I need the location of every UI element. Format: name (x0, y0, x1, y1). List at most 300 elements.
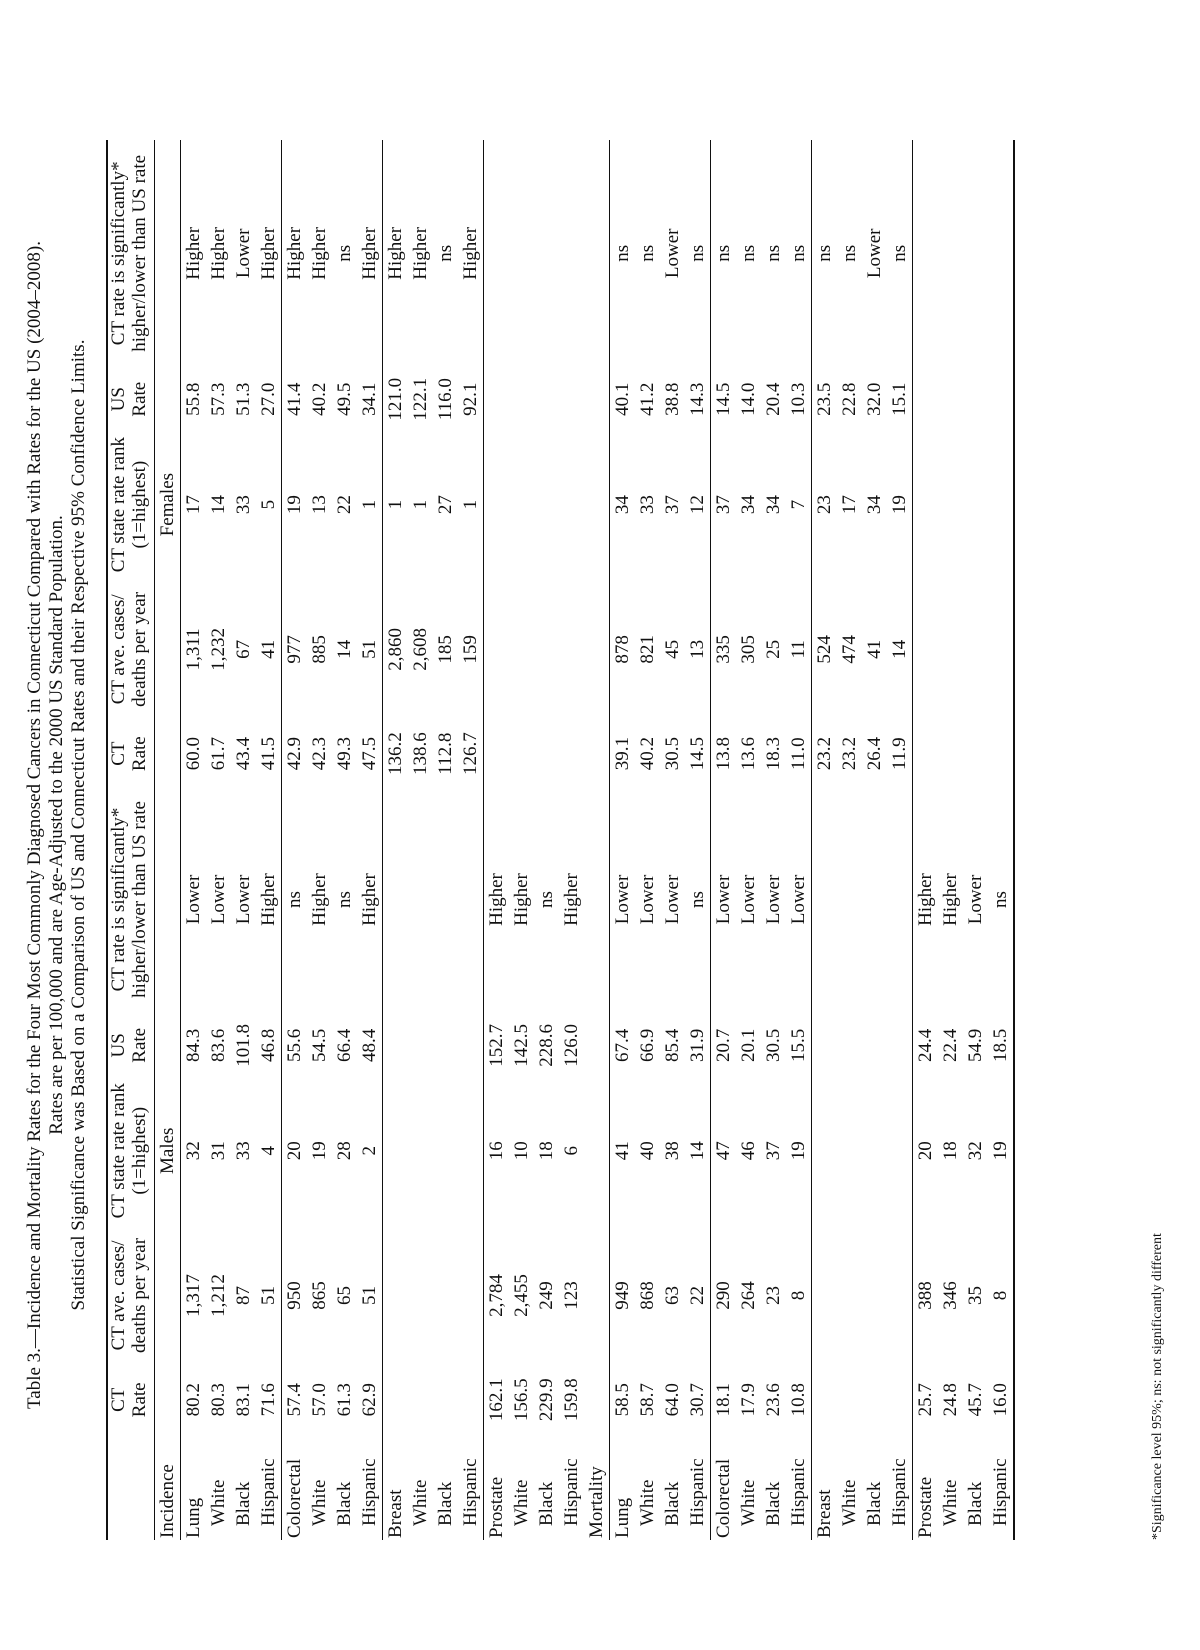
female-cases-cell: 1,311 (181, 578, 207, 722)
male-significance-cell (433, 786, 458, 1013)
rates-table (106, 140, 1015, 1540)
female-rank-cell: 37 (662, 495, 683, 515)
row-label: White (309, 1479, 330, 1526)
male-rank-cell (862, 1078, 887, 1224)
female-us-rate-cell (534, 367, 559, 432)
male-significance-cell (887, 786, 913, 1013)
female-significance-cell: ns (889, 244, 910, 262)
female-us-rate-cell: 41.4 (282, 367, 308, 432)
female-cases-cell: 335 (711, 578, 737, 722)
female-cases-cell: 2,608 (410, 627, 431, 671)
female-ct-rate-cell (509, 721, 534, 786)
row-label: White (511, 1479, 532, 1526)
table-row (736, 140, 761, 1540)
female-cases-cell: 41 (864, 639, 885, 659)
male-ct-rate-cell: 45.7 (965, 1383, 986, 1417)
male-ct-rate-cell: 229.9 (536, 1378, 557, 1422)
male-rank-cell (433, 1078, 458, 1224)
header-sig-f: CT rate is significantly* higher/lower than US rate (108, 154, 150, 352)
male-rank-cell (887, 1078, 913, 1224)
male-ct-rate-cell: 10.8 (788, 1383, 809, 1417)
female-cases-cell (988, 578, 1014, 722)
female-ct-rate-cell: 23.2 (839, 737, 860, 771)
header-rank-m: CT state rate rank (1=highest) (108, 1083, 150, 1219)
table-row (812, 140, 838, 1540)
female-significance-cell: ns (435, 244, 456, 262)
header-blank (107, 1432, 155, 1540)
table-row (458, 140, 484, 1540)
female-rank-cell: 34 (763, 495, 784, 515)
row-label: Prostate (484, 1432, 510, 1540)
male-significance-cell: Lower (788, 874, 809, 925)
male-significance-cell: ns (282, 786, 308, 1013)
male-cases-cell: 8 (990, 1290, 1011, 1301)
male-significance-cell: Higher (484, 786, 510, 1013)
female-us-rate-cell: 40.1 (610, 367, 636, 432)
female-cases-cell: 25 (763, 639, 784, 659)
table-row (685, 140, 711, 1540)
male-significance-cell: Lower (738, 874, 759, 925)
male-ct-rate-cell: 24.8 (940, 1383, 961, 1417)
male-significance-cell: Lower (233, 874, 254, 925)
section-row (155, 140, 181, 1540)
female-rank-cell: 37 (711, 432, 737, 578)
row-label: Hispanic (561, 1458, 582, 1526)
female-rank-cell: 17 (181, 432, 207, 578)
male-us-rate-cell: 228.6 (536, 1023, 557, 1067)
female-significance-cell: Higher (258, 226, 279, 280)
male-us-rate-cell: 30.5 (763, 1028, 784, 1062)
table-row (938, 140, 963, 1540)
male-rank-cell: 19 (990, 1141, 1011, 1161)
female-ct-rate-cell: 47.5 (359, 737, 380, 771)
female-significance-cell (509, 140, 534, 367)
female-rank-cell: 14 (208, 495, 229, 515)
male-significance-cell: Lower (181, 786, 207, 1013)
female-significance-cell: Lower (662, 228, 683, 279)
male-us-rate-cell: 20.1 (738, 1028, 759, 1062)
female-ct-rate-cell (534, 721, 559, 786)
male-rank-cell: 32 (181, 1078, 207, 1224)
male-significance-cell (862, 786, 887, 1013)
female-significance-cell (913, 140, 939, 367)
male-rank-cell: 47 (711, 1078, 737, 1224)
female-us-rate-cell: 27.0 (258, 382, 279, 416)
female-rank-cell: 5 (258, 499, 279, 510)
female-rank-cell: 34 (610, 432, 636, 578)
male-ct-rate-cell (837, 1367, 862, 1432)
male-significance-cell: Higher (940, 873, 961, 926)
male-significance-cell: ns (536, 891, 557, 908)
male-cases-cell: 51 (258, 1285, 279, 1305)
table-row (433, 140, 458, 1540)
section-label: Incidence (157, 1464, 178, 1538)
table-caption-line-1: Table 3.—Incidence and Mortality Rates for the Four Most Commonly Diagnosed Cancers in Connecticut Compared with Rates for the US (2004–2008). (24, 241, 45, 1409)
male-rank-cell: 19 (309, 1141, 330, 1161)
row-label: Black (334, 1481, 355, 1526)
female-significance-cell: ns (711, 140, 737, 367)
female-ct-rate-cell: 60.0 (181, 721, 207, 786)
female-rank-cell (559, 432, 584, 578)
male-us-rate-cell (408, 1013, 433, 1078)
male-ct-rate-cell: 58.5 (610, 1367, 636, 1432)
female-significance-cell: Higher (208, 226, 229, 280)
male-rank-cell: 32 (965, 1141, 986, 1161)
male-ct-rate-cell: 18.1 (711, 1367, 737, 1432)
female-significance-cell (559, 140, 584, 367)
table-row (181, 140, 207, 1540)
female-significance-cell: ns (839, 244, 860, 262)
male-rank-cell: 37 (763, 1141, 784, 1161)
male-ct-rate-cell: 17.9 (738, 1383, 759, 1417)
male-us-rate-cell: 142.5 (511, 1023, 532, 1067)
table-row (711, 140, 737, 1540)
male-us-rate-cell: 46.8 (258, 1028, 279, 1062)
row-label: Black (435, 1481, 456, 1526)
male-significance-cell: Lower (637, 874, 658, 925)
table-body (155, 140, 1015, 1540)
male-us-rate-cell: 54.5 (309, 1028, 330, 1062)
female-cases-cell: 1,232 (208, 627, 229, 671)
row-label: Hispanic (359, 1458, 380, 1526)
row-label: Black (864, 1481, 885, 1526)
female-ct-rate-cell: 61.7 (208, 737, 229, 771)
female-ct-rate-cell (484, 721, 510, 786)
female-us-rate-cell (484, 367, 510, 432)
female-us-rate-cell (559, 367, 584, 432)
male-cases-cell (862, 1224, 887, 1368)
male-significance-cell (408, 786, 433, 1013)
male-cases-cell: 388 (913, 1224, 939, 1368)
female-us-rate-cell: 49.5 (334, 382, 355, 416)
table-caption-line-2: Rates are per 100,000 and are Age-Adjusted to the 2000 US Standard Population. (46, 515, 67, 1135)
female-rank-cell: 22 (334, 495, 355, 515)
male-ct-rate-cell (408, 1367, 433, 1432)
male-significance-cell: Higher (359, 873, 380, 926)
female-ct-rate-cell: 13.8 (711, 721, 737, 786)
female-rank-cell: 34 (864, 495, 885, 515)
female-us-rate-cell: 38.8 (662, 382, 683, 416)
male-cases-cell (383, 1224, 409, 1368)
male-cases-cell (812, 1224, 838, 1368)
table-row (963, 140, 988, 1540)
female-ct-rate-cell: 42.3 (309, 737, 330, 771)
female-rank-cell: 1 (460, 499, 481, 510)
table-caption-line-3: Statistical Significance was Based on a Comparison of US and Connecticut Rates and their Respective 95% Confidence Limits. (68, 339, 89, 1311)
female-us-rate-cell: 20.4 (763, 382, 784, 416)
male-significance-cell: Lower (662, 874, 683, 925)
female-cases-cell: 14 (889, 639, 910, 659)
female-rank-cell: 33 (233, 495, 254, 515)
female-us-rate-cell: 122.1 (410, 377, 431, 421)
male-cases-cell: 290 (711, 1224, 737, 1368)
male-cases-cell: 950 (282, 1224, 308, 1368)
male-ct-rate-cell (812, 1367, 838, 1432)
female-cases-cell: 474 (839, 635, 860, 664)
male-us-rate-cell: 24.4 (913, 1013, 939, 1078)
female-significance-cell: Lower (864, 228, 885, 279)
male-significance-cell: Higher (258, 873, 279, 926)
female-us-rate-cell (938, 367, 963, 432)
male-cases-cell: 1,212 (208, 1274, 229, 1317)
male-ct-rate-cell: 80.3 (208, 1383, 229, 1417)
male-us-rate-cell: 84.3 (181, 1013, 207, 1078)
row-label: Prostate (913, 1432, 939, 1540)
male-significance-cell: Higher (309, 873, 330, 926)
male-us-rate-cell (458, 1013, 484, 1078)
female-rank-cell: 19 (889, 495, 910, 515)
male-significance-cell: Lower (763, 874, 784, 925)
footnote: *Significance level 95%; ns: not significantly different (1150, 1233, 1165, 1540)
male-cases-cell: 249 (536, 1281, 557, 1310)
male-rank-cell: 20 (913, 1078, 939, 1224)
female-cases-cell: 13 (687, 639, 708, 659)
female-ct-rate-cell: 43.4 (233, 737, 254, 771)
female-ct-rate-cell: 126.7 (460, 732, 481, 776)
male-ct-rate-cell (458, 1367, 484, 1432)
female-rank-cell: 1 (359, 499, 380, 510)
female-cases-cell: 14 (334, 639, 355, 659)
male-rank-cell: 40 (637, 1141, 658, 1161)
table-row (887, 140, 913, 1540)
female-significance-cell: Higher (410, 226, 431, 280)
male-us-rate-cell: 15.5 (788, 1028, 809, 1062)
male-rank-cell (812, 1078, 838, 1224)
male-significance-cell: Higher (913, 786, 939, 1013)
female-us-rate-cell: 14.0 (738, 382, 759, 416)
female-cases-cell: 878 (610, 578, 636, 722)
table-row (383, 140, 409, 1540)
row-label: Black (662, 1481, 683, 1526)
female-rank-cell (913, 432, 939, 578)
male-significance-cell (458, 786, 484, 1013)
row-label: Breast (812, 1432, 838, 1540)
row-label: Colorectal (282, 1432, 308, 1540)
blank-cell (584, 140, 610, 1432)
male-rank-cell: 10 (511, 1141, 532, 1161)
female-us-rate-cell: 23.5 (812, 367, 838, 432)
female-significance-cell: ns (610, 140, 636, 367)
female-rank-cell: 34 (738, 495, 759, 515)
table-row (660, 140, 685, 1540)
male-ct-rate-cell (862, 1367, 887, 1432)
row-label: Black (233, 1481, 254, 1526)
female-us-rate-cell (988, 367, 1014, 432)
table-row (307, 140, 332, 1540)
male-ct-rate-cell: 83.1 (233, 1383, 254, 1417)
female-us-rate-cell: 32.0 (864, 382, 885, 416)
female-rank-cell: 19 (282, 432, 308, 578)
table-row (988, 140, 1014, 1540)
female-rank-cell: 23 (812, 432, 838, 578)
table-row (408, 140, 433, 1540)
female-significance-cell: ns (788, 244, 809, 262)
male-us-rate-cell: 66.9 (637, 1028, 658, 1062)
females-label: Females (157, 472, 178, 537)
male-significance-cell: ns (334, 891, 355, 908)
row-label: Black (763, 1481, 784, 1526)
female-us-rate-cell: 14.5 (711, 367, 737, 432)
female-us-rate-cell: 116.0 (435, 378, 456, 421)
female-rank-cell (534, 432, 559, 578)
male-ct-rate-cell: 61.3 (334, 1383, 355, 1417)
female-significance-cell: Higher (181, 140, 207, 367)
female-cases-cell (484, 578, 510, 722)
female-us-rate-cell: 10.3 (788, 382, 809, 416)
female-ct-rate-cell: 18.3 (763, 737, 784, 771)
female-cases-cell: 185 (435, 635, 456, 664)
female-ct-rate-cell: 26.4 (864, 737, 885, 771)
table-row (231, 140, 256, 1540)
female-significance-cell (534, 140, 559, 367)
female-rank-cell (938, 432, 963, 578)
female-significance-cell: Higher (309, 226, 330, 280)
female-cases-cell: 67 (233, 639, 254, 659)
female-cases-cell: 45 (662, 639, 683, 659)
female-rank-cell: 13 (309, 495, 330, 515)
female-cases-cell: 524 (812, 578, 838, 722)
male-rank-cell: 18 (536, 1141, 557, 1161)
female-rank-cell: 12 (687, 495, 708, 515)
female-cases-cell: 2,860 (383, 578, 409, 722)
male-rank-cell: 41 (610, 1078, 636, 1224)
male-rank-cell: 4 (258, 1146, 279, 1156)
male-cases-cell: 949 (610, 1224, 636, 1368)
male-us-rate-cell (837, 1013, 862, 1078)
female-significance-cell: ns (687, 244, 708, 262)
table-row (837, 140, 862, 1540)
female-us-rate-cell (963, 367, 988, 432)
female-us-rate-cell: 40.2 (309, 382, 330, 416)
male-us-rate-cell: 20.7 (711, 1013, 737, 1078)
row-label: White (940, 1479, 961, 1526)
table-row (256, 140, 282, 1540)
female-significance-cell: Higher (282, 140, 308, 367)
table-row (282, 140, 308, 1540)
female-rank-cell: 1 (410, 499, 431, 510)
male-rank-cell (458, 1078, 484, 1224)
female-ct-rate-cell: 13.6 (738, 737, 759, 771)
header-cases-m: CT ave. cases/ deaths per year (108, 1237, 150, 1353)
row-label: White (410, 1479, 431, 1526)
female-significance-cell: Higher (460, 226, 481, 280)
male-rank-cell: 2 (359, 1146, 380, 1156)
male-significance-cell: Higher (561, 873, 582, 926)
male-ct-rate-cell: 25.7 (913, 1367, 939, 1432)
male-cases-cell: 865 (309, 1281, 330, 1310)
female-us-rate-cell: 14.3 (687, 382, 708, 416)
female-ct-rate-cell: 11.9 (889, 737, 910, 770)
female-ct-rate-cell (913, 721, 939, 786)
male-us-rate-cell: 54.9 (965, 1028, 986, 1062)
row-label: White (208, 1479, 229, 1526)
female-us-rate-cell: 15.1 (889, 382, 910, 416)
row-label: White (738, 1479, 759, 1526)
blank-cell (155, 140, 181, 432)
female-rank-cell (988, 432, 1014, 578)
row-label: Lung (181, 1432, 207, 1540)
male-us-rate-cell (887, 1013, 913, 1078)
male-significance-cell (383, 786, 409, 1013)
male-ct-rate-cell: 23.6 (763, 1383, 784, 1417)
male-cases-cell: 123 (561, 1281, 582, 1310)
header-ct-rate-f: CT Rate (108, 736, 150, 772)
female-us-rate-cell: 51.3 (233, 382, 254, 416)
male-us-rate-cell: 67.4 (610, 1013, 636, 1078)
row-label: Hispanic (788, 1458, 809, 1526)
female-ct-rate-cell (988, 721, 1014, 786)
male-cases-cell: 87 (233, 1285, 254, 1305)
female-cases-cell (913, 578, 939, 722)
female-ct-rate-cell: 39.1 (610, 721, 636, 786)
female-significance-cell: ns (334, 244, 355, 262)
male-significance-cell: Lower (711, 786, 737, 1013)
male-cases-cell (433, 1224, 458, 1368)
male-significance-cell: Lower (965, 874, 986, 925)
male-ct-rate-cell: 159.8 (561, 1378, 582, 1422)
female-ct-rate-cell: 11.0 (788, 737, 809, 770)
male-significance-cell: ns (687, 891, 708, 908)
female-us-rate-cell: 22.8 (839, 382, 860, 416)
male-significance-cell (812, 786, 838, 1013)
row-label: White (637, 1479, 658, 1526)
male-ct-rate-cell (887, 1367, 913, 1432)
male-significance-cell: Lower (208, 874, 229, 925)
female-significance-cell: ns (763, 244, 784, 262)
male-us-rate-cell: 66.4 (334, 1028, 355, 1062)
table-row (635, 140, 660, 1540)
female-ct-rate-cell: 112.8 (435, 732, 456, 775)
female-cases-cell: 977 (282, 578, 308, 722)
female-rank-cell: 17 (839, 495, 860, 515)
male-rank-cell (383, 1078, 409, 1224)
female-significance-cell: Higher (359, 226, 380, 280)
table-row (610, 140, 636, 1540)
male-ct-rate-cell: 156.5 (511, 1378, 532, 1422)
table-row (862, 140, 887, 1540)
table-row (484, 140, 510, 1540)
male-cases-cell: 65 (334, 1285, 355, 1305)
male-us-rate-cell: 85.4 (662, 1028, 683, 1062)
row-label: White (839, 1479, 860, 1526)
female-cases-cell: 51 (359, 639, 380, 659)
row-label: Hispanic (460, 1458, 481, 1526)
male-us-rate-cell: 18.5 (990, 1028, 1011, 1062)
row-label: Breast (383, 1432, 409, 1540)
female-significance-cell: Lower (233, 228, 254, 279)
header-cases-f: CT ave. cases/ deaths per year (108, 591, 150, 707)
table-row (509, 140, 534, 1540)
table-row (357, 140, 383, 1540)
male-ct-rate-cell: 64.0 (662, 1383, 683, 1417)
male-cases-cell: 22 (687, 1285, 708, 1305)
male-us-rate-cell: 31.9 (687, 1028, 708, 1062)
male-us-rate-cell: 22.4 (940, 1028, 961, 1062)
female-rank-cell: 27 (435, 495, 456, 515)
row-label: Hispanic (889, 1458, 910, 1526)
male-significance-cell: Lower (610, 786, 636, 1013)
section-row (584, 140, 610, 1540)
female-ct-rate-cell: 42.9 (282, 721, 308, 786)
female-ct-rate-cell (559, 721, 584, 786)
female-cases-cell: 305 (738, 635, 759, 664)
male-cases-cell (408, 1224, 433, 1368)
female-significance-cell (484, 140, 510, 367)
male-rank-cell: 46 (738, 1141, 759, 1161)
male-significance-cell (837, 786, 862, 1013)
male-ct-rate-cell: 58.7 (637, 1383, 658, 1417)
female-rank-cell: 1 (383, 432, 409, 578)
